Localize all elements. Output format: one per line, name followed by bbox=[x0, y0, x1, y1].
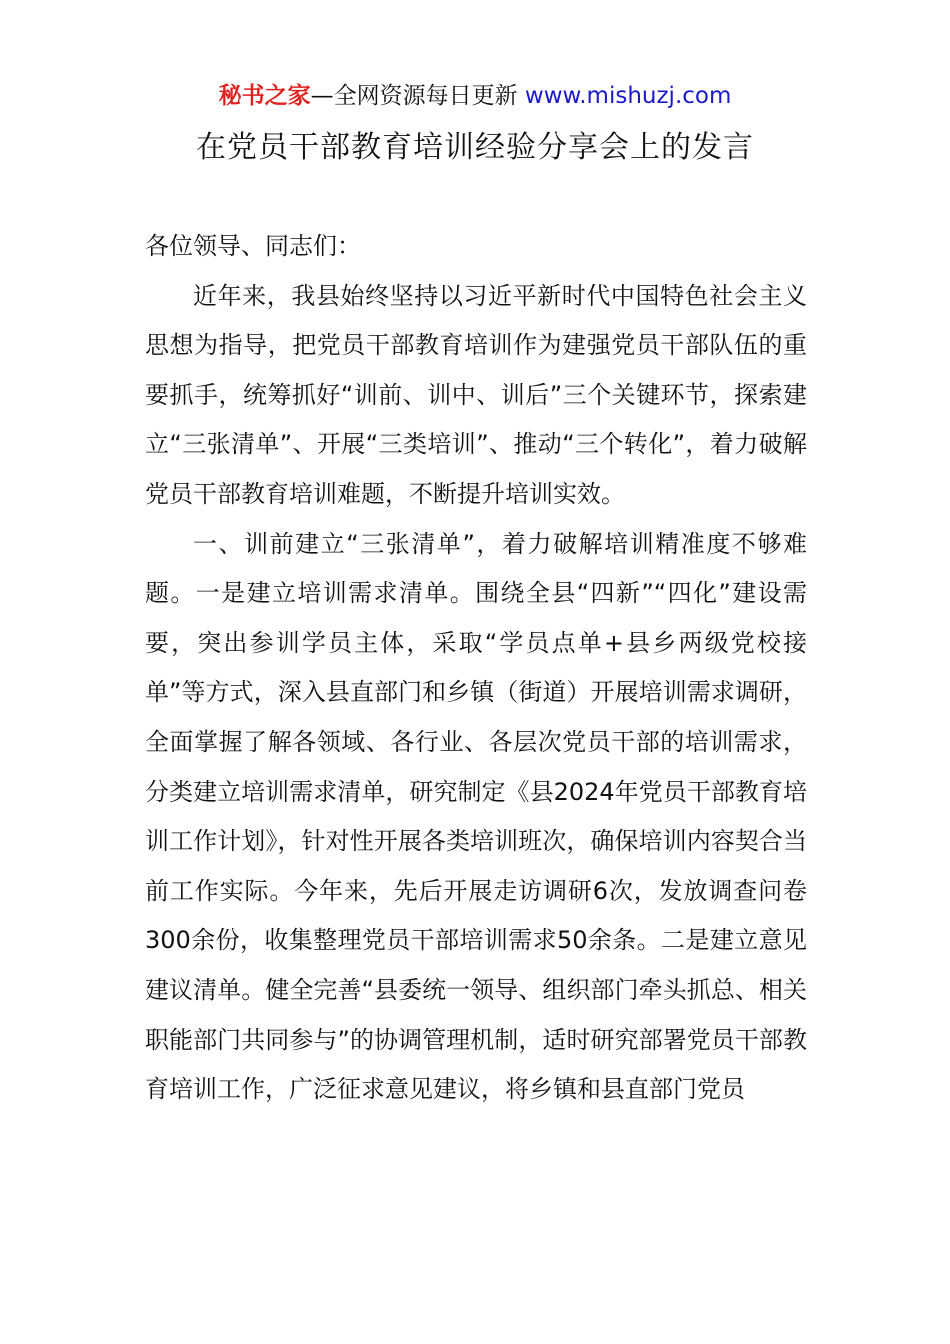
salutation: 各位领导、同志们： bbox=[145, 232, 361, 260]
header-tagline: —全网资源每日更新 bbox=[310, 83, 525, 109]
document-body bbox=[145, 222, 807, 1115]
site-link[interactable]: www.mishuzj.com bbox=[524, 83, 732, 109]
brand-name: 秘书之家 bbox=[218, 83, 311, 109]
site-header bbox=[0, 80, 950, 112]
document-title: 在党员干部教育培训经验分享会上的发言 bbox=[196, 130, 754, 165]
paragraph-intro: 近年来，我县始终坚持以习近平新时代中国特色社会主义思想为指导，把党员干部教育培训作为建强党员干部队伍的重要抓手，统筹抓好“训前、训中、训后”三个关键环节，探索建立“三张清单”、开展“三类培训”、推动“三个转化”，着力破解党员干部教育培训难题，不断提升培训实效。 bbox=[145, 281, 807, 508]
paragraph-section-one: 一、训前建立“三张清单”，着力破解培训精准度不够难题。一是建立培训需求清单。围绕全县“四新”“四化”建设需要，突出参训学员主体，采取“学员点单+县乡两级党校接单”等方式，深入县直部门和乡镇（街道）开展培训需求调研，全面掌握了解各领域、各行业、各层次党员干部的培训需求，分类建立培训需求清单，研究制定《县2024年党员干部教育培训工作计划》，针对性开展各类培训班次，确保培训内容契合当前工作实际。今年来，先后开展走访调研6次，发放调查问卷300余份，收集整理党员干部培训需求50余条。二是建立意见建议清单。健全完善“县委统一领导、组织部门牵头抓总、相关职能部门共同参与”的协调管理机制，适时研究部署党员干部教育培训工作，广泛征求意见建议，将乡镇和县直部门党员 bbox=[145, 529, 807, 1104]
